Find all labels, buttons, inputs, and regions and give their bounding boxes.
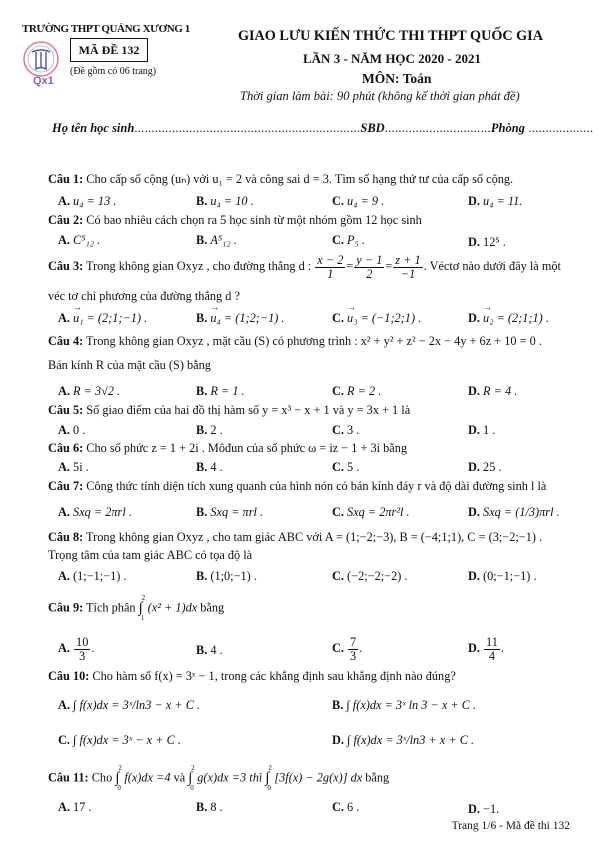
question-label: Câu 8:: [48, 530, 84, 544]
student-name-label: Họ tên học sinh: [52, 121, 135, 135]
page-footer: Trang 1/6 - Mã đề thi 132: [451, 820, 570, 832]
integral-sign: ∫ 2 0: [115, 764, 122, 792]
logo-text: Qx1: [33, 75, 54, 87]
student-info-line: [52, 121, 593, 136]
option-a[interactable]: A. ∫ f(x)dx = 3ˣ/ln3 − x + C .: [58, 698, 201, 712]
option-a[interactable]: A. → u₁ = (2;1;−1) .: [58, 311, 147, 326]
option-b[interactable]: B. u₄ = 10 .: [196, 194, 254, 208]
question-7: [48, 479, 546, 494]
question-text: Trong không gian Oxyz , mặt cầu (S) có phương trình : x² + y² + z² − 2x − 4y + 6z + 10 = 0 .: [86, 334, 542, 348]
student-name-field[interactable]: ..................................................................: [134, 121, 361, 135]
integral-sign: ∫ 2 0: [188, 764, 195, 792]
question-text: Cho số phức z = 1 + 2i . Môđun của số phức ω = iz − 1 + 3i bằng: [86, 441, 408, 455]
room-label: Phòng: [490, 121, 525, 135]
option-c[interactable]: C. 5 .: [332, 460, 360, 474]
option-a[interactable]: A. Sxq = 2πrl .: [58, 505, 132, 519]
exam-time: Thời gian làm bài: 90 phút (không kể thời gian phát đề): [240, 89, 520, 103]
question-label: Câu 1:: [48, 172, 84, 186]
fraction: $\frac{z + 1}{-1}$: [395, 253, 421, 281]
sbd-field[interactable]: ...............................: [384, 121, 491, 135]
option-d[interactable]: D. 1 .: [468, 423, 496, 437]
question-text: Công thức tính diện tích xung quanh của hình nón có bán kính đáy r và độ dài đường sinh l là: [86, 479, 547, 493]
option-c[interactable]: C. Sxq = 2πr²l .: [332, 505, 410, 519]
option-d[interactable]: D. −1.: [468, 802, 500, 816]
question-text: Cho cấp số cộng (uₙ) với u₁ = 2 và công sai d = 3. Tìm số hạng thứ tư của cấp số cộng.: [86, 172, 514, 186]
option-a[interactable]: A. u₄ = 13 .: [58, 194, 117, 208]
school-name: TRƯỜNG THPT QUẢNG XƯƠNG 1: [22, 23, 190, 35]
question-label: Câu 5:: [48, 403, 84, 417]
exam-title: GIAO LƯU KIẾN THỨC THI THPT QUỐC GIA: [238, 28, 543, 44]
question-label: Câu 11:: [48, 770, 89, 785]
option-b[interactable]: B. A⁵₁₂ .: [196, 233, 237, 247]
question-3-line2: véc tơ chỉ phương của đường thẳng d ?: [48, 289, 240, 303]
option-d[interactable]: D. → u₂ = (2;1;1) .: [468, 311, 549, 326]
option-c[interactable]: C. $\frac{7}{3}$ .: [332, 635, 363, 663]
option-d[interactable]: D. R = 4 .: [468, 384, 518, 398]
question-text: Số giao điểm của hai đồ thị hàm số y = x³ − x + 1 và y = 3x + 1 là: [86, 403, 411, 417]
question-10: [48, 669, 456, 684]
option-a[interactable]: A. 0 .: [58, 423, 86, 437]
question-8: [48, 530, 542, 545]
option-c[interactable]: C. R = 2 .: [332, 384, 382, 398]
question-label: Câu 6:: [48, 441, 84, 455]
school-logo-icon: [19, 39, 67, 87]
option-b[interactable]: B. 8 .: [196, 800, 223, 814]
option-b[interactable]: B. 2 .: [196, 423, 223, 437]
option-b[interactable]: B. → u₄ = (1;2;−1) .: [196, 311, 285, 326]
option-b[interactable]: B. 4 .: [196, 460, 223, 474]
option-c[interactable]: C. 3 .: [332, 423, 360, 437]
fraction: $\frac{y - 1}{2}$: [356, 253, 383, 281]
option-a[interactable]: A. C⁵₁₂ .: [58, 233, 101, 247]
question-2: [48, 213, 422, 228]
option-d[interactable]: D. u₄ = 11.: [468, 194, 523, 208]
question-1: [48, 172, 513, 187]
fraction: $\frac{x - 2}{1}$: [317, 253, 344, 281]
question-text: Trong không gian Oxyz , cho tam giác ABC với A = (1;−2;−3), B = (−4;1;1), C = (3;−2;−1) .: [86, 530, 543, 544]
option-a[interactable]: A. 5i .: [58, 460, 89, 474]
option-a[interactable]: A. $\frac{10}{3}$ .: [58, 635, 95, 663]
integral-sign: ∫ 2 1: [138, 594, 146, 622]
question-5: [48, 403, 410, 418]
exam-code: MÃ ĐỀ 132: [70, 38, 148, 62]
question-text: Có bao nhiêu cách chọn ra 5 học sinh từ một nhóm gồm 12 học sinh: [86, 213, 422, 227]
option-c[interactable]: C. ∫ f(x)dx = 3ˣ − x + C .: [58, 733, 181, 747]
option-a[interactable]: A. 17 .: [58, 800, 92, 814]
option-b[interactable]: B. ∫ f(x)dx = 3ˣ ln 3 − x + C .: [332, 698, 477, 712]
option-c[interactable]: C. 6 .: [332, 800, 360, 814]
exam-subject: MÔN: Toán: [362, 71, 432, 86]
question-3: Câu 3: Trong không gian Oxyz , cho đường thẳng d : $\frac{x - 2}{1}$ = $\frac{y - 1}{2}$ = $\frac{z + 1}{-1}$ . Véctơ nào dưới đây là một: [48, 253, 561, 281]
integral-sign: ∫ 2 0: [265, 764, 272, 792]
question-label: Câu 10:: [48, 669, 90, 683]
option-c[interactable]: C. P₅ .: [332, 233, 365, 247]
option-d[interactable]: D. 12⁵ .: [468, 235, 506, 249]
pages-note: (Đề gồm có 06 trang): [70, 66, 157, 77]
room-field[interactable]: ...................: [524, 121, 594, 135]
option-d[interactable]: D. ∫ f(x)dx = 3ˣ/ln3 + x + C .: [332, 733, 475, 747]
option-a[interactable]: A. R = 3√2 .: [58, 384, 121, 398]
option-c[interactable]: C. u₄ = 9 .: [332, 194, 385, 208]
question-label: Câu 9:: [48, 600, 84, 615]
option-b[interactable]: B. 4 .: [196, 643, 223, 657]
question-9: Câu 9: Tích phân ∫ 2 1 (x² + 1)dx bằng: [48, 594, 225, 622]
exam-round: LẦN 3 - NĂM HỌC 2020 - 2021: [303, 51, 482, 66]
option-d[interactable]: D. Sxq = (1/3)πrl .: [468, 505, 560, 519]
option-c[interactable]: C. (−2;−2;−2) .: [332, 569, 408, 583]
question-label: Câu 7:: [48, 479, 84, 493]
option-b[interactable]: B. Sxq = πrl .: [196, 505, 264, 519]
question-label: Câu 4:: [48, 334, 84, 348]
option-c[interactable]: C. → u₃ = (−1;2;1) .: [332, 311, 421, 326]
question-4-line2: Bán kính R của mặt cầu (S) bằng: [48, 358, 211, 372]
question-label: Câu 3:: [48, 259, 84, 274]
sbd-label: SBD: [360, 121, 385, 135]
question-4: [48, 334, 542, 349]
option-a[interactable]: A. (1;−1;−1) .: [58, 569, 127, 583]
question-8-line2: Trọng tâm của tam giác ABC có tọa độ là: [48, 548, 253, 562]
option-b[interactable]: B. (1;0;−1) .: [196, 569, 257, 583]
option-b[interactable]: B. R = 1 .: [196, 384, 245, 398]
question-label: Câu 2:: [48, 213, 84, 227]
option-d[interactable]: D. $\frac{11}{4}$ .: [468, 635, 504, 663]
question-text: Cho hàm số f(x) = 3ˣ − 1, trong các khẳng định sau khẳng định nào đúng?: [92, 669, 456, 683]
question-6: [48, 441, 407, 456]
question-11: Câu 11: Cho ∫ 2 0 f(x)dx =4 và ∫ 2 0 g(x)dx =3 thì ∫ 2 0 [3f(x) − 2g(x)] dx bằng: [48, 764, 390, 792]
option-d[interactable]: D. (0;−1;−1) .: [468, 569, 537, 583]
option-d[interactable]: D. 25 .: [468, 460, 502, 474]
